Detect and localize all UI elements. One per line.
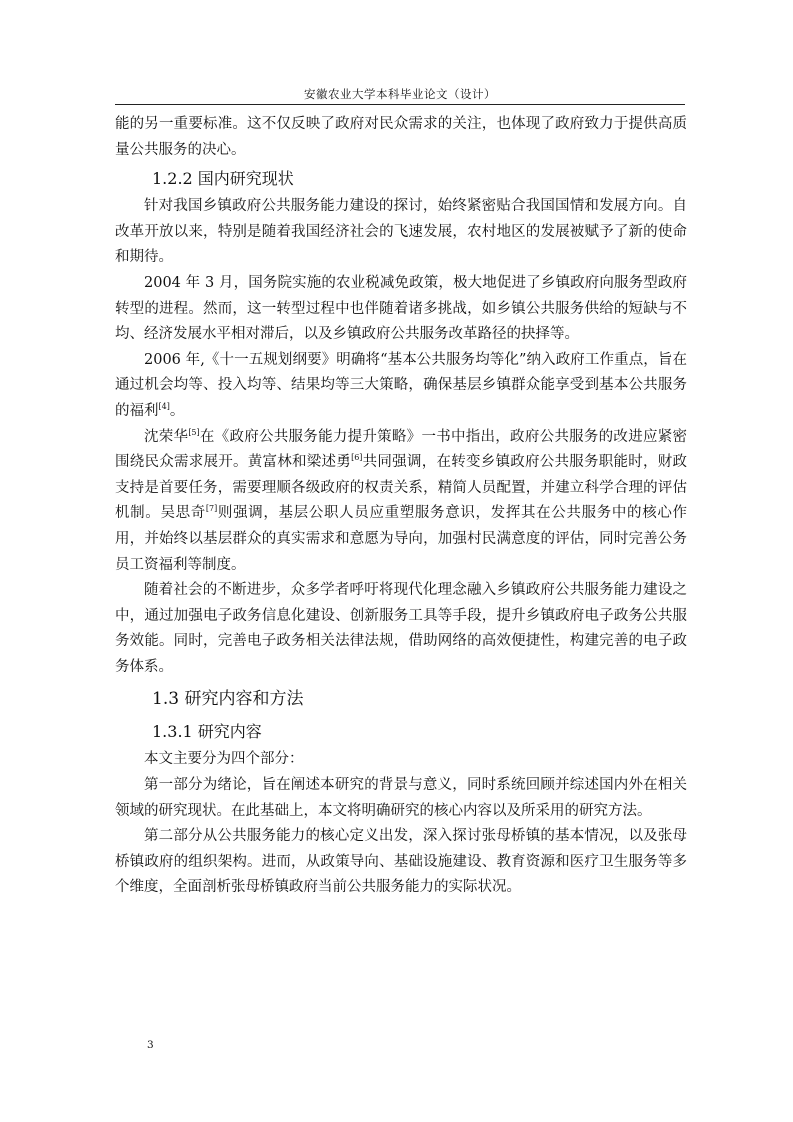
section-heading-1-3: 1.3 研究内容和方法 bbox=[152, 689, 304, 710]
paragraph-text: 沈荣华 bbox=[144, 428, 189, 445]
paragraph bbox=[115, 348, 687, 425]
paragraph: 第二部分从公共服务能力的核心定义出发，深入探讨张母桥镇的基本情况，以及张母桥镇政府的组织架构。进而，从政策导向、基础设施建设、教育资源和医疗卫生服务等多个维度，全面剖析张母桥镇政府当前公共服务能力的实际状况。 bbox=[115, 828, 687, 896]
paragraph-text: 共同强调，在转变乡镇政府公共服务职能时，财政支持是首要任务，需要理顺各级政府的权责关系，精简人员配置，并建立科学合理的评估机制。吴思奇 bbox=[115, 454, 688, 522]
paragraph: 第一部分为绪论，旨在阐述本研究的背景与意义，同时系统回顾并综述国内外在相关领域的研究现状。在此基础上，本文将明确研究的核心内容以及所采用的研究方法。 bbox=[115, 777, 687, 819]
citation-ref: [7] bbox=[205, 504, 218, 514]
page-number: 3 bbox=[147, 1039, 154, 1051]
paragraph: 针对我国乡镇政府公共服务能力建设的探讨，始终紧密贴合我国国情和发展方向。自改革开放以来，特别是随着我国经济社会的飞速发展，农村地区的发展被赋予了新的使命和期待。 bbox=[115, 198, 687, 266]
paragraph: 能的另一重要标准。这不仅反映了政府对民众需求的关注，也体现了政府致力于提供高质量公共服务的决心。 bbox=[115, 116, 687, 158]
section-heading-1-3-1: 1.3.1 研究内容 bbox=[152, 722, 262, 742]
paragraph-text: 2006 年,《十一五规划纲要》明确将“基本公共服务均等化”纳入政府工作重点，旨在通过机会均等、投入均等、结果均等三大策略，确保基层乡镇群众能享受到基本公共服务的福利 bbox=[115, 351, 687, 419]
paragraph bbox=[115, 425, 687, 579]
citation-ref: [4] bbox=[158, 402, 170, 412]
header-rule bbox=[115, 104, 685, 105]
page-body bbox=[115, 112, 687, 901]
paragraph: 本文主要分为四个部分： bbox=[144, 751, 304, 768]
citation-ref: [6] bbox=[351, 453, 363, 463]
paragraph: 随着社会的不断进步，众多学者呼吁将现代化理念融入乡镇政府公共服务能力建设之中，通过加强电子政务信息化建设、创新服务工具等手段，提升乡镇政府电子政务公共服务效能。同时，完善电子政务相关法律法规，借助网络的高效便捷性，构建完善的电子政务体系。 bbox=[115, 582, 687, 675]
paragraph-text: 则强调，基层公职人员应重塑服务意识，发挥其在公共服务中的核心作用，并始终以基层群众的真实需求和意愿为导向，加强村民满意度的评估，同时完善公务员工资福利等制度。 bbox=[115, 505, 688, 573]
citation-ref: [5] bbox=[188, 427, 200, 437]
paragraph-text: 在《政府公共服务能力提升策略》一书中指出，政府公共服务的改进应紧密围绕民众需求展开。黄富林和梁述勇 bbox=[115, 428, 688, 471]
section-heading-1-2-2: 1.2.2 国内研究现状 bbox=[152, 169, 294, 189]
running-header: 安徽农业大学本科毕业论文（设计） bbox=[304, 87, 496, 101]
paragraph: 2004 年 3 月，国务院实施的农业税减免政策，极大地促进了乡镇政府向服务型政府转型的进程。然而，这一转型过程中也伴随着诸多挑战，如乡镇公共服务供给的短缺与不均、经济发展水平相对滞后，以及乡镇政府公共服务改革路径的抉择等。 bbox=[115, 274, 687, 343]
paragraph-text: 。 bbox=[169, 402, 185, 419]
